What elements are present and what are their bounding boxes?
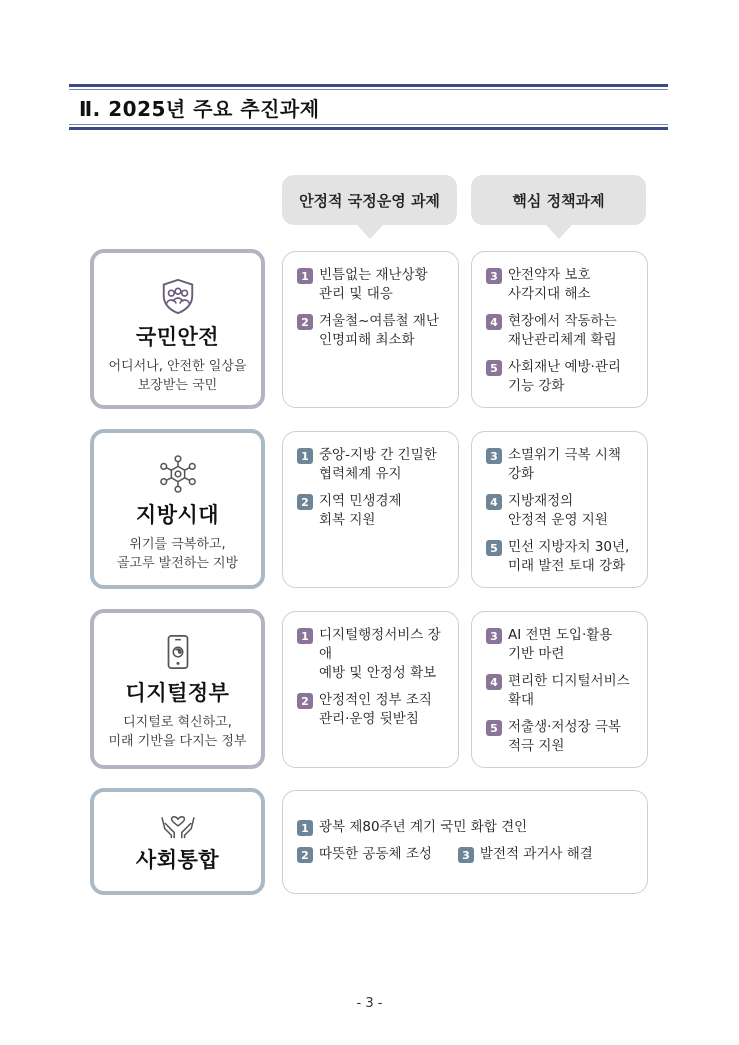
pillar-local-era	[90, 429, 265, 589]
list-item: 1 광복 제80주년 계기 국민 화합 견인	[297, 818, 637, 837]
number-badge: 5	[486, 360, 502, 376]
header-rule	[69, 84, 668, 87]
list-item: 5 민선 지방자치 30년, 미래 발전 토대 강화	[486, 538, 637, 576]
section-header	[69, 84, 668, 130]
number-badge: 5	[486, 540, 502, 556]
pillar-title: 국민안전	[135, 325, 220, 349]
number-badge: 3	[486, 448, 502, 464]
pillar-title: 디지털정부	[125, 681, 230, 705]
heart-hands-icon	[159, 806, 197, 840]
section-title: Ⅱ. 2025년 주요 추진과제	[79, 97, 320, 121]
list-item: 5 저출생·저성장 극복 적극 지원	[486, 718, 637, 756]
list-item: 4 지방재정의 안정적 운영 지원	[486, 492, 637, 530]
number-badge: 3	[486, 268, 502, 284]
network-nodes-icon	[159, 455, 197, 493]
number-badge: 4	[486, 494, 502, 510]
list-item: 3 AI 전면 도입·활용 기반 마련	[486, 626, 637, 664]
header-rule	[69, 124, 668, 125]
number-badge: 2	[297, 314, 313, 330]
number-badge: 2	[297, 494, 313, 510]
number-badge: 1	[297, 448, 313, 464]
header-rule	[69, 89, 668, 90]
task-card	[282, 251, 459, 408]
task-card	[282, 611, 459, 768]
task-card	[471, 251, 648, 408]
number-badge: 1	[297, 268, 313, 284]
pillar-digital-government	[90, 609, 265, 769]
task-card	[282, 431, 459, 588]
number-badge: 4	[486, 314, 502, 330]
column-header-stable-governance: 안정적 국정운영 과제	[282, 175, 457, 225]
task-card	[471, 611, 648, 768]
list-item: 3 발전적 과거사 해결	[458, 845, 593, 864]
list-item: 2 지역 민생경제 회복 지원	[297, 492, 448, 530]
list-item: 1 빈틈없는 재난상황 관리 및 대응	[297, 266, 448, 304]
task-card	[471, 431, 648, 588]
list-item: 5 사회재난 예방·관리 기능 강화	[486, 358, 637, 396]
list-item: 1 디지털행정서비스 장애 예방 및 안정성 확보	[297, 626, 448, 683]
list-item: 4 편리한 디지털서비스 확대	[486, 672, 637, 710]
number-badge: 4	[486, 674, 502, 690]
number-badge: 5	[486, 720, 502, 736]
list-item: 4 현장에서 작동하는 재난관리체계 확립	[486, 312, 637, 350]
list-item: 2 겨울철~여름철 재난 인명피해 최소화	[297, 312, 448, 350]
list-item: 1 중앙-지방 간 긴밀한 협력체계 유지	[297, 446, 448, 484]
task-card-wide	[282, 790, 648, 894]
smartphone-icon	[159, 633, 197, 671]
inline-item-row	[297, 845, 637, 872]
people-shield-icon	[159, 277, 197, 315]
pillar-social-integration	[90, 788, 265, 895]
pillar-title: 지방시대	[135, 503, 220, 527]
number-badge: 1	[297, 628, 313, 644]
column-header-core-policy: 핵심 정책과제	[471, 175, 646, 225]
number-badge: 3	[486, 628, 502, 644]
list-item: 2 따뜻한 공동체 조성	[297, 845, 432, 864]
list-item: 3 안전약자 보호 사각지대 해소	[486, 266, 637, 304]
pillar-subtitle: 디지털로 혁신하고, 미래 기반을 다지는 정부	[108, 715, 247, 749]
number-badge: 2	[297, 693, 313, 709]
list-item: 2 안정적인 정부 조직 관리·운영 뒷받침	[297, 691, 448, 729]
page-number: - 3 -	[356, 996, 383, 1011]
pillar-subtitle: 위기를 극복하고, 골고루 발전하는 지방	[116, 537, 239, 571]
list-item: 3 소멸위기 극복 시책 강화	[486, 446, 637, 484]
number-badge: 1	[297, 820, 313, 836]
number-badge: 3	[458, 847, 474, 863]
pillar-public-safety	[90, 249, 265, 409]
pillar-subtitle: 어디서나, 안전한 일상을 보장받는 국민	[108, 359, 247, 393]
number-badge: 2	[297, 847, 313, 863]
header-rule	[69, 127, 668, 130]
pillar-title: 사회통합	[135, 848, 220, 872]
